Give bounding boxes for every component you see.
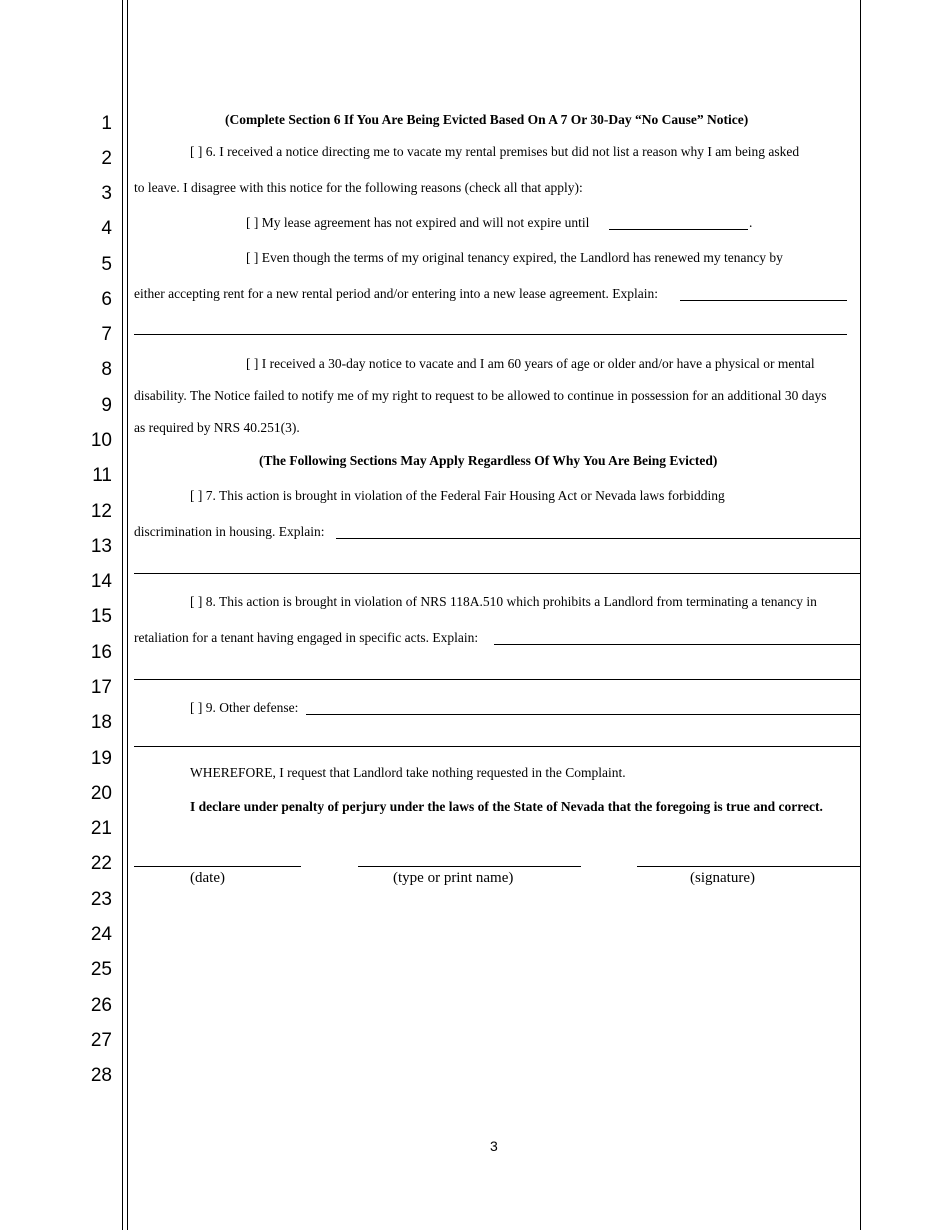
other-defense-field[interactable]	[306, 714, 860, 715]
line-number: 13	[90, 536, 112, 557]
general-sections-heading: (The Following Sections May Apply Regardless Of Why You Are Being Evicted)	[259, 453, 718, 468]
option-30day-notice-line3: as required by NRS 40.251(3).	[134, 420, 300, 435]
signature-label: (signature)	[690, 870, 755, 886]
line-number: 2	[101, 148, 112, 169]
line-number: 20	[90, 783, 112, 804]
line-number: 11	[92, 465, 112, 486]
line-number: 24	[90, 924, 112, 945]
option-lease-not-expired: [ ] My lease agreement has not expired and will not expire until	[246, 215, 590, 230]
line-number: 28	[90, 1065, 112, 1086]
item7-line1: [ ] 7. This action is brought in violation of the Federal Fair Housing Act or Nevada laws forbidding	[190, 488, 725, 503]
line-number: 27	[90, 1030, 112, 1051]
item8-line2: retaliation for a tenant having engaged in specific acts. Explain:	[134, 630, 479, 645]
renewed-tenancy-explain-field[interactable]	[680, 300, 847, 301]
line-number: 7	[101, 324, 112, 345]
section6-heading: (Complete Section 6 If You Are Being Evicted Based On A 7 Or 30-Day “No Cause” Notice)	[225, 112, 749, 127]
line-number: 21	[90, 818, 112, 839]
left-margin-rule-inner	[127, 0, 128, 1230]
option-30day-notice-line2: disability. The Notice failed to notify me of my right to request to be allowed to continue in possession for an additional 30 days	[134, 388, 827, 403]
lease-expiry-period: .	[749, 215, 753, 230]
wherefore-clause: WHEREFORE, I request that Landlord take nothing requested in the Complaint.	[190, 765, 626, 780]
option-30day-notice-line1: [ ] I received a 30-day notice to vacate and I am 60 years of age or older and/or have a physical or mental	[246, 356, 815, 371]
option-renewed-tenancy-line1: [ ] Even though the terms of my original tenancy expired, the Landlord has renewed my tenancy by	[246, 250, 783, 265]
line-number: 10	[90, 430, 112, 451]
item7-line2: discrimination in housing. Explain:	[134, 524, 325, 539]
perjury-declaration: I declare under penalty of perjury under the laws of the State of Nevada that the foregoing is true and correct.	[190, 799, 823, 814]
line-number: 4	[101, 218, 112, 239]
other-defense-field-2[interactable]	[134, 746, 860, 747]
line-number: 1	[101, 113, 112, 134]
print-name-label: (type or print name)	[393, 870, 514, 886]
date-signature-line[interactable]	[134, 866, 301, 867]
left-margin-rule-outer	[122, 0, 123, 1230]
line-number: 22	[90, 853, 112, 874]
item9-other-defense: [ ] 9. Other defense:	[190, 700, 299, 715]
print-name-signature-line[interactable]	[358, 866, 581, 867]
line-number: 5	[101, 254, 112, 275]
line-number: 15	[90, 606, 112, 627]
line-number: 9	[101, 395, 112, 416]
line-number: 19	[90, 748, 112, 769]
item6-line2: to leave. I disagree with this notice for the following reasons (check all that apply):	[134, 180, 583, 195]
line-number: 23	[90, 889, 112, 910]
item6-line1: [ ] 6. I received a notice directing me to vacate my rental premises but did not list a reason why I am being asked	[190, 144, 800, 159]
item7-explain-field[interactable]	[336, 538, 860, 539]
line-number: 25	[90, 959, 112, 980]
renewed-tenancy-explain-field-2[interactable]	[134, 334, 847, 335]
line-number: 8	[101, 359, 112, 380]
line-number: 16	[90, 642, 112, 663]
item8-explain-field[interactable]	[494, 644, 860, 645]
date-label: (date)	[190, 870, 225, 886]
option-renewed-tenancy-line2: either accepting rent for a new rental period and/or entering into a new lease agreement. Explain:	[134, 286, 659, 301]
line-number: 26	[90, 995, 112, 1016]
page-number: 3	[490, 1138, 498, 1154]
item8-line1: [ ] 8. This action is brought in violation of NRS 118A.510 which prohibits a Landlord from terminating a tenancy in	[190, 594, 817, 609]
signature-line[interactable]	[637, 866, 860, 867]
item7-explain-field-2[interactable]	[134, 573, 860, 574]
line-number: 14	[90, 571, 112, 592]
line-number: 3	[101, 183, 112, 204]
item8-explain-field-2[interactable]	[134, 679, 860, 680]
right-margin-rule	[860, 0, 861, 1230]
lease-expiry-date-field[interactable]	[609, 229, 748, 230]
line-number: 17	[90, 677, 112, 698]
line-number: 18	[90, 712, 112, 733]
line-number: 6	[101, 289, 112, 310]
line-number: 12	[90, 501, 112, 522]
